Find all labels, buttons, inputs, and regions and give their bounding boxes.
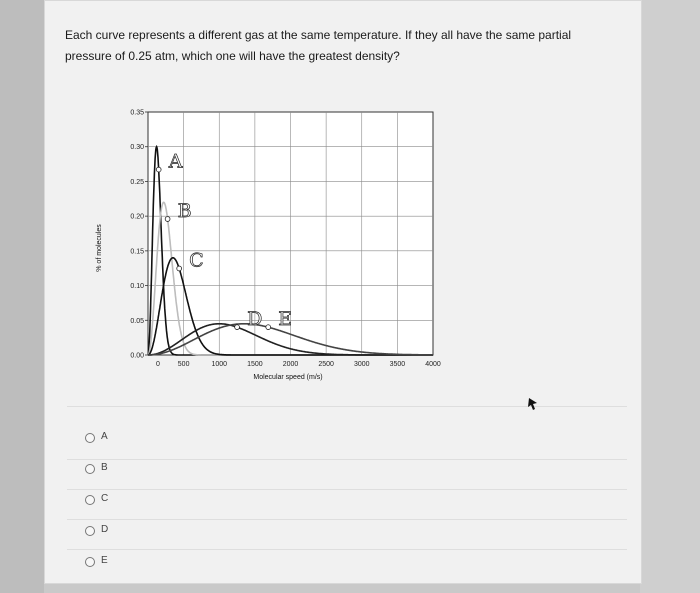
y-tick-label: 0.20 <box>130 213 144 221</box>
x-tick-label: 2000 <box>282 361 299 368</box>
curve-label-a: A <box>168 150 183 173</box>
curve-marker <box>266 325 271 330</box>
x-axis-title: Molecular speed (m/s) <box>253 374 323 381</box>
x-tick-label: 4000 <box>425 361 441 368</box>
x-tick-label: 500 <box>177 361 190 368</box>
choice-label: A <box>101 431 108 442</box>
choice-label: D <box>101 524 109 535</box>
curve-marker <box>177 266 182 271</box>
y-tick-label: 0.30 <box>130 144 144 152</box>
curve-marker <box>156 167 161 172</box>
y-tick-label: 0.10 <box>130 283 144 291</box>
choice-label: C <box>101 493 109 504</box>
curve-label-c: C <box>189 249 204 272</box>
y-tick-label: 0.25 <box>130 178 144 186</box>
x-tick-label: 3500 <box>389 361 406 368</box>
y-tick-label: 0.35 <box>130 109 144 117</box>
choice-label: E <box>101 555 108 566</box>
x-tick-label: 2500 <box>318 361 334 368</box>
curve-marker <box>165 217 170 222</box>
x-tick-label: 1500 <box>247 361 263 368</box>
choice-label: B <box>101 462 108 473</box>
x-tick-label: 3000 <box>353 361 370 368</box>
curve-label-d: D <box>247 308 263 331</box>
y-axis-ticks <box>130 110 148 360</box>
x-tick-label: 1000 <box>211 361 228 368</box>
question-line-1: Each curve represents a different gas at the same temperature. If they all have the same partial <box>65 28 572 42</box>
curve-marker <box>235 325 240 330</box>
x-axis-ticks <box>156 361 441 368</box>
curve-label-e: E <box>278 308 293 331</box>
y-axis-title: % of molecules <box>96 224 103 272</box>
x-tick-label: 0 <box>156 361 160 368</box>
y-tick-label: 0.05 <box>130 317 144 325</box>
curve-label-b: B <box>177 200 192 223</box>
y-tick-label: 0.15 <box>130 248 144 256</box>
question-line-2: pressure of 0.25 atm, which one will have the greatest density? <box>65 49 400 63</box>
y-tick-label: 0.00 <box>130 352 144 360</box>
